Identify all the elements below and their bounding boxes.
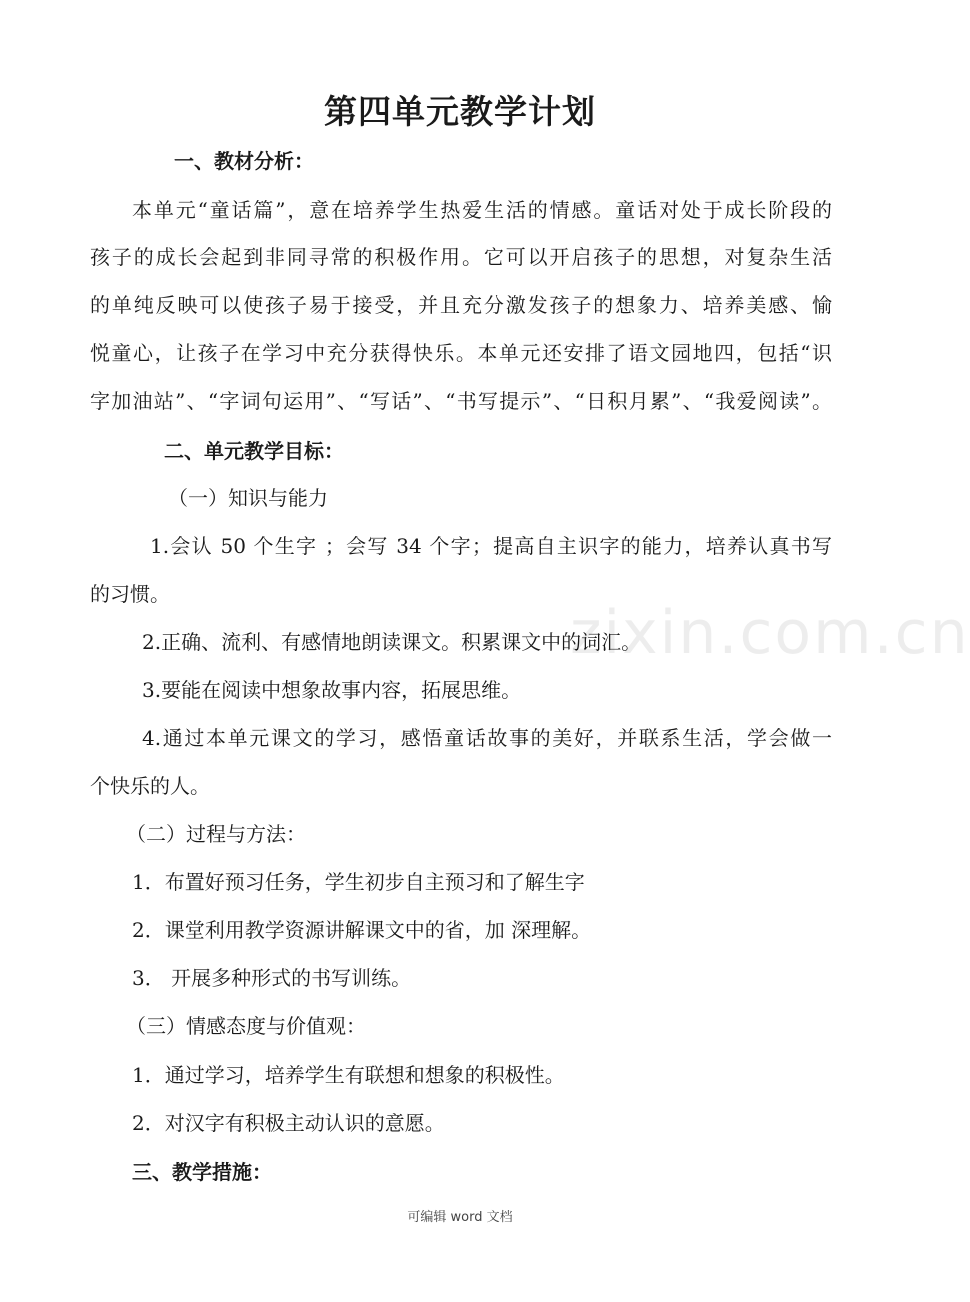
page-title: 第四单元教学计划 bbox=[324, 92, 596, 131]
para-line-1: 本单元“童话篇”，意在培养学生热爱生活的情感。童话对处于成长阶段的 bbox=[132, 198, 832, 222]
goal-item-4-line-2: 个快乐的人。 bbox=[90, 774, 210, 798]
method-item-2: 2．课堂利用教学资源讲解课文中的省，加 深理解。 bbox=[132, 918, 592, 942]
goal-item-1-line-2: 的习惯。 bbox=[90, 582, 170, 606]
para-line-2: 孩子的成长会起到非同寻常的积极作用。它可以开启孩子的思想，对复杂生活 bbox=[90, 245, 832, 269]
section3-heading: 三、教学措施： bbox=[132, 1160, 272, 1184]
goal-item-2: 2.正确、流利、有感情地朗读课文。积累课文中的词汇。 bbox=[142, 630, 642, 654]
watermark: zixin.com.cn bbox=[570, 598, 970, 668]
sub3-heading: （三）情感态度与价值观： bbox=[126, 1014, 366, 1038]
goal-item-3: 3.要能在阅读中想象故事内容，拓展思维。 bbox=[142, 678, 522, 702]
page-footer: 可编辑 word 文档 bbox=[407, 1210, 513, 1225]
para-line-3: 的单纯反映可以使孩子易于接受，并且充分激发孩子的想象力、培养美感、愉 bbox=[90, 293, 832, 317]
section2-heading: 二、单元教学目标： bbox=[164, 439, 344, 463]
sub1-heading: （一）知识与能力 bbox=[168, 486, 328, 510]
method-item-1: 1．布置好预习任务，学生初步自主预习和了解生字 bbox=[132, 870, 585, 894]
para-line-5: 字加油站”、“字词句运用”、“写话”、“书写提示”、“日积月累”、“我爱阅读”。 bbox=[90, 389, 832, 413]
section1-heading: 一、教材分析： bbox=[174, 149, 314, 173]
goal-item-1-line-1: 1.会认 50 个生字 ；会写 34 个字；提高自主识字的能力，培养认真书写 bbox=[150, 534, 832, 558]
para-line-4: 悦童心，让孩子在学习中充分获得快乐。本单元还安排了语文园地四，包括“识 bbox=[90, 341, 832, 365]
sub2-heading: （二）过程与方法： bbox=[126, 822, 306, 846]
goal-item-4-line-1: 4.通过本单元课文的学习，感悟童话故事的美好，并联系生活，学会做一 bbox=[142, 726, 832, 750]
value-item-1: 1．通过学习，培养学生有联想和想象的积极性。 bbox=[132, 1063, 565, 1087]
value-item-2: 2．对汉字有积极主动认识的意愿。 bbox=[132, 1111, 445, 1135]
method-item-3: 3． 开展多种形式的书写训练。 bbox=[132, 966, 412, 990]
